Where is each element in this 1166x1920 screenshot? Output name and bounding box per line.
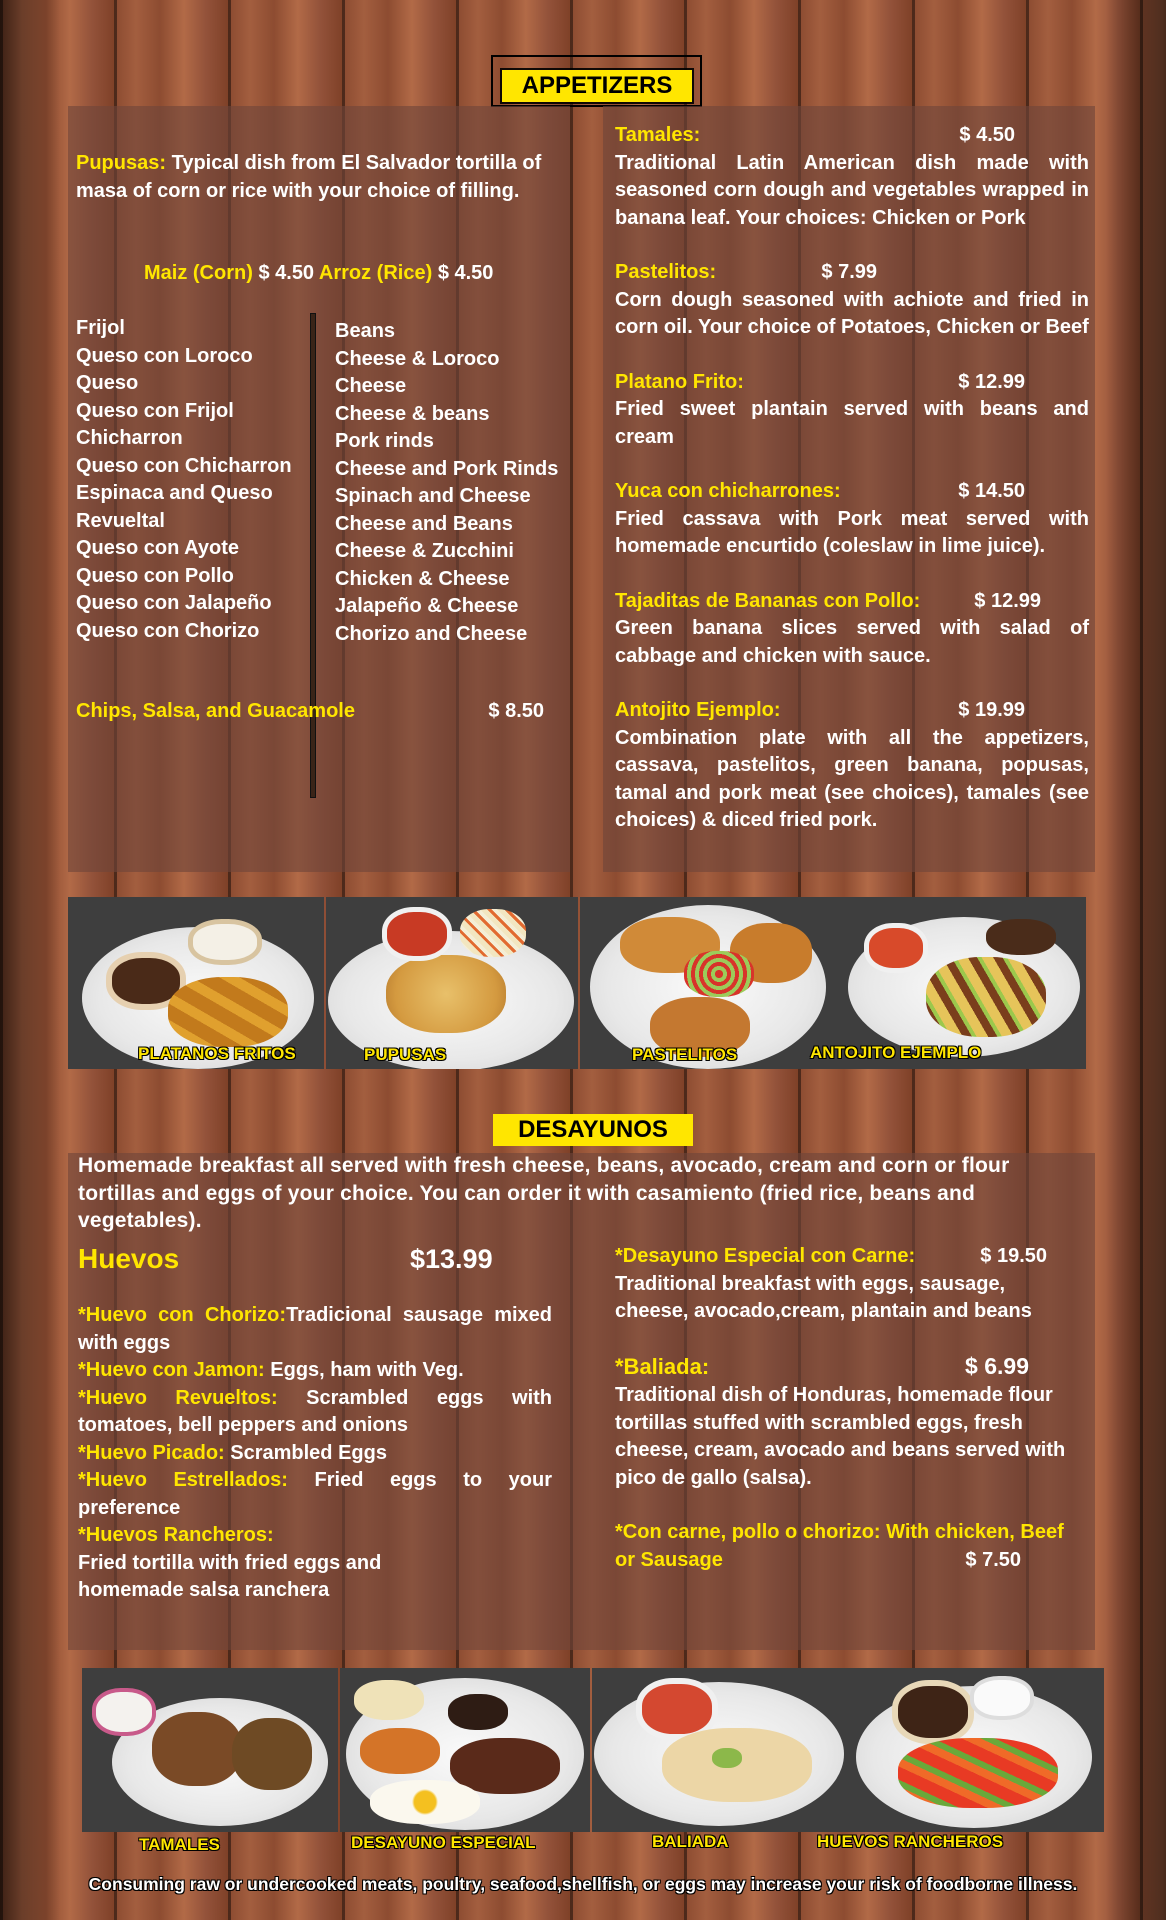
egg-item	[78, 1385, 552, 1440]
item-name: *Huevo Estrellados:	[78, 1469, 288, 1491]
list-item: Queso con Frijol	[76, 399, 234, 422]
desayunos-heading: DESAYUNOS	[493, 1114, 693, 1146]
list-item: Queso con Ayote	[76, 537, 239, 559]
con-carne-row	[615, 1519, 1075, 1574]
caption-baliada: BALIADA	[652, 1832, 729, 1851]
item-name: *Huevo con Chorizo:	[78, 1304, 287, 1326]
item-desc: Fried eggs to your preference	[78, 1469, 552, 1519]
caption-huevos-rancheros: HUEVOS RANCHEROS	[817, 1832, 1004, 1851]
item-desc: Tradicional sausage mixed with eggs	[78, 1304, 552, 1354]
chips-price: $ 8.50	[488, 700, 544, 722]
list-item: Revueltal	[76, 509, 165, 532]
caption-desayuno-especial: DESAYUNO ESPECIAL	[351, 1833, 536, 1852]
list-item: Cheese & beans	[335, 402, 490, 425]
list-item: Cheese and Beans	[335, 512, 513, 535]
item-name: *Huevos Rancheros:	[78, 1524, 274, 1546]
especial-row	[615, 1243, 1075, 1271]
huevos-price: $13.99	[410, 1244, 493, 1274]
pupusas-desc: Typical dish from El Salvador tortilla of masa of corn or rice with your choice of filling.	[76, 152, 542, 202]
item-name: *Huevo Revueltos:	[78, 1386, 278, 1409]
appetizers-right-column	[615, 122, 1089, 835]
fillings-english-list	[335, 318, 558, 648]
item-desc: Combination plate with all the appetizers, cassava, pastelitos, green banana, popusas, tamal and pork meat (see choices), tamales (see choices) & diced fried pork.	[615, 726, 1089, 831]
baliada-row	[615, 1353, 1075, 1383]
item-name: Tajaditas de Bananas con Pollo:	[615, 589, 921, 612]
item-desc: Corn dough seasoned with achiote and fried in corn oil. Your choice of Potatoes, Chicken or Beef	[615, 288, 1089, 338]
item-price: $ 12.99	[974, 589, 1041, 612]
list-item: Spinach and Cheese	[335, 485, 531, 507]
item-name: *Con carne, pollo o chorizo: With chicken, Beef or Sausage	[615, 1521, 1064, 1571]
menu-item-platano-frito	[615, 369, 1089, 452]
item-desc: Fried cassava with Pork meat served with homemade encurtido (coleslaw in lime juice).	[615, 507, 1089, 557]
item-name: Platano Frito:	[615, 370, 744, 393]
desayunos-intro: Homemade breakfast all served with fresh cheese, beans, avocado, cream and corn or flour tortillas and eggs of your choice. You can order it with casamiento (fried rice, beans and vegetables).	[78, 1154, 1010, 1232]
item-price: $ 19.50	[980, 1245, 1047, 1267]
item-desc: Traditional dish of Honduras, homemade flour tortillas stuffed with scrambled eggs, fresh cheese, cream, avocado and beans served with pico de gallo (salsa).	[615, 1384, 1066, 1489]
egg-item	[78, 1302, 552, 1357]
item-price: $ 6.99	[965, 1352, 1029, 1379]
item-price: $ 19.99	[958, 699, 1025, 721]
item-price: $ 7.99	[821, 261, 877, 283]
list-item: Cheese & Loroco	[335, 347, 500, 370]
maiz-label: Maiz (Corn)	[144, 262, 253, 284]
chips-row	[76, 698, 544, 726]
item-name: *Baliada:	[615, 1353, 710, 1379]
list-item: Queso	[76, 372, 139, 394]
item-price: $ 14.50	[958, 480, 1025, 502]
item-desc: Green banana slices served with salad of cabbage and chicken with sauce.	[615, 617, 1089, 667]
list-item: Queso con Jalapeño	[76, 592, 272, 614]
list-item: Espinaca and Queso	[76, 482, 273, 504]
item-name: Yuca con chicharrones:	[615, 480, 841, 502]
menu-item-antojito	[615, 697, 1089, 835]
caption-antojito-ejemplo: ANTOJITO EJEMPLO	[810, 1043, 982, 1062]
photo-huevos-rancheros	[848, 1668, 1104, 1832]
item-name: *Desayuno Especial con Carne:	[615, 1245, 916, 1267]
list-item: Queso con Chicharron	[76, 454, 292, 477]
list-item: Chicken & Cheese	[335, 567, 510, 590]
menu-item-tamales	[615, 122, 1089, 232]
item-desc: Scrambled Eggs	[224, 1441, 387, 1464]
chips-name: Chips, Salsa, and Guacamole	[76, 700, 355, 722]
egg-item	[78, 1440, 552, 1468]
footer-disclaimer: Consuming raw or undercooked meats, poultry, seafood,shellfish, or eggs may increase your risk of foodborne illness.	[88, 1874, 1078, 1894]
list-item: Pork rinds	[335, 430, 434, 452]
item-desc: Eggs, ham with Veg.	[264, 1359, 464, 1381]
arroz-label: Arroz (Rice)	[318, 262, 433, 284]
item-desc: Traditional Latin American dish made with seasoned corn dough and vegetables wrapped in banana leaf. Your choices: Chicken or Pork	[615, 151, 1089, 229]
photo-pastelitos	[580, 897, 836, 1069]
photo-baliada	[592, 1668, 848, 1832]
egg-list	[78, 1302, 552, 1605]
list-item: Cheese and Pork Rinds	[335, 457, 559, 480]
list-item: Chorizo and Cheese	[335, 622, 528, 645]
list-item: Queso con Chorizo	[76, 619, 260, 642]
huevos-title: Huevos	[78, 1243, 180, 1274]
fillings-spanish-list	[76, 315, 292, 645]
list-item: Queso con Pollo	[76, 564, 234, 587]
list-item: Beans	[335, 320, 396, 342]
appetizers-heading: APPETIZERS	[502, 70, 692, 102]
egg-item	[78, 1357, 552, 1385]
list-item: Frijol	[76, 317, 125, 339]
photo-pupusas	[326, 897, 578, 1069]
desayunos-right-column	[615, 1243, 1075, 1574]
item-name: Antojito Ejemplo:	[615, 699, 781, 721]
item-desc: Traditional breakfast with eggs, sausage, cheese, avocado,cream, plantain and beans	[615, 1272, 1032, 1322]
photo-desayuno-especial	[340, 1668, 590, 1832]
caption-tamales: TAMALES	[139, 1835, 220, 1854]
pupusas-name: Pupusas:	[76, 152, 167, 174]
item-name: *Huevo Picado:	[78, 1441, 225, 1464]
item-desc: Fried sweet plantain served with beans and cream	[615, 398, 1089, 448]
item-desc: Scrambled eggs with tomatoes, bell peppers and onions	[78, 1386, 552, 1436]
caption-pupusas: PUPUSAS	[364, 1045, 447, 1064]
list-item: Cheese	[335, 375, 407, 397]
item-price: $ 4.50	[959, 124, 1015, 146]
item-name: Tamales:	[615, 124, 701, 146]
caption-platanos-fritos: PLATANOS FRITOS	[138, 1044, 296, 1063]
arroz-price: $ 4.50	[437, 262, 494, 284]
caption-pastelitos: PASTELITOS	[632, 1045, 738, 1064]
egg-item	[78, 1522, 552, 1605]
item-desc: Fried tortilla with fried eggs and homemade salsa ranchera	[78, 1551, 382, 1601]
item-name: Pastelitos:	[615, 261, 717, 283]
list-item: Chicharron	[76, 427, 183, 449]
list-item: Cheese & Zucchini	[335, 540, 514, 562]
item-price: $ 12.99	[958, 370, 1025, 393]
pupusas-description	[76, 150, 556, 205]
menu-item-yuca	[615, 478, 1089, 561]
list-item: Jalapeño & Cheese	[335, 595, 519, 617]
item-price: $ 7.50	[965, 1548, 1021, 1571]
egg-item	[78, 1467, 552, 1522]
photo-tamales	[82, 1668, 338, 1832]
maiz-price: $ 4.50	[258, 262, 315, 284]
pupusas-prices	[144, 260, 493, 288]
list-item: Queso con Loroco	[76, 344, 253, 367]
item-name: *Huevo con Jamon:	[78, 1359, 265, 1381]
menu-item-pastelitos	[615, 259, 1089, 342]
menu-item-tajaditas	[615, 588, 1089, 671]
